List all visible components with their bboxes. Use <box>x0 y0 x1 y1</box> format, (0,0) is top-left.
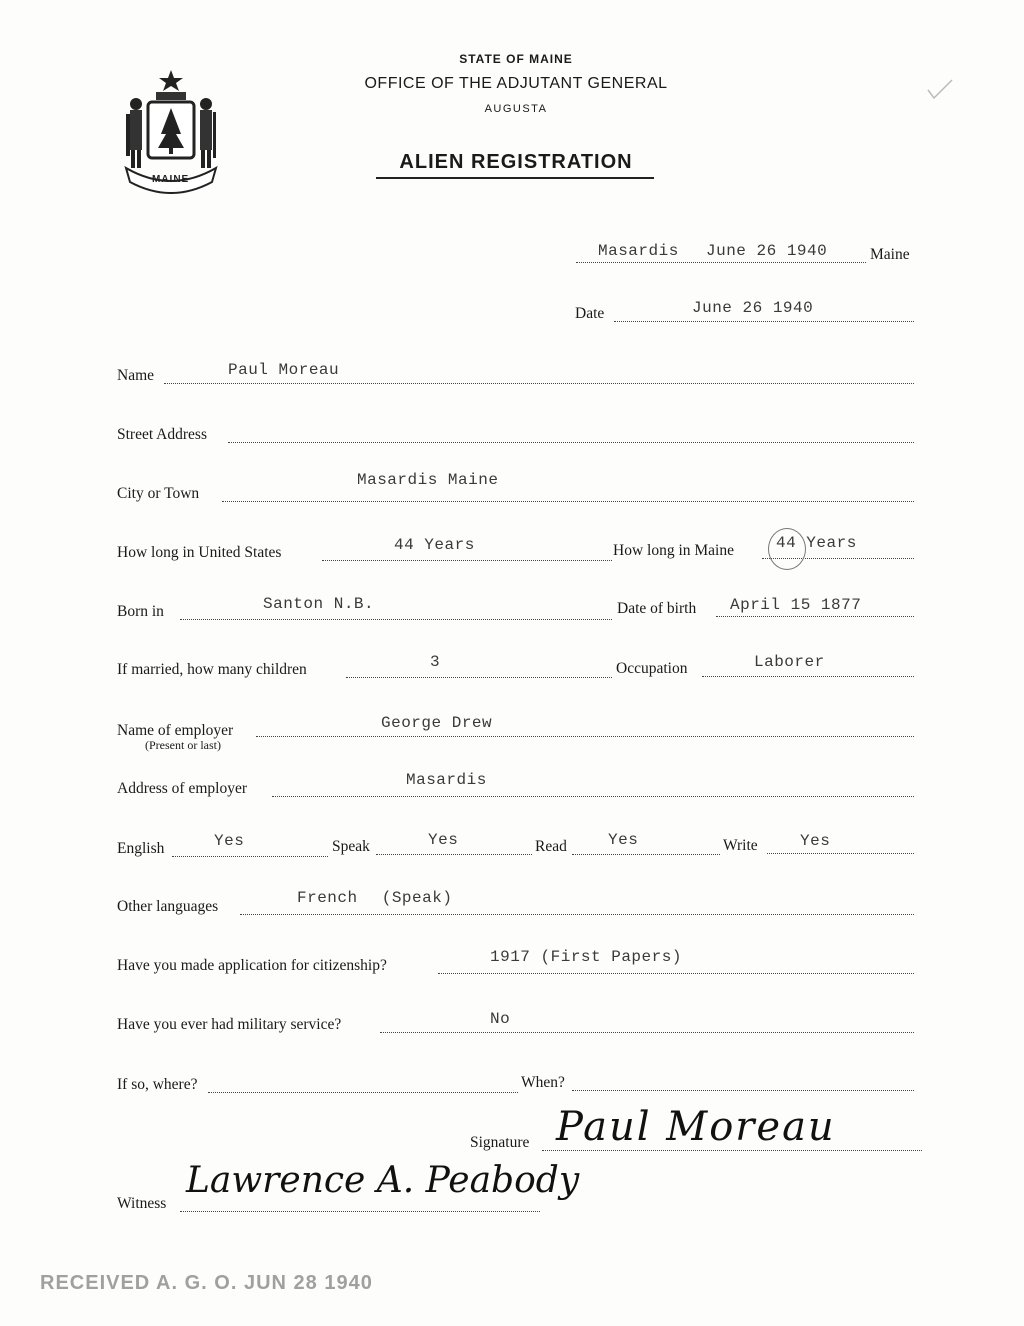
other-languages-label: Other languages <box>117 898 219 915</box>
name-value[interactable]: Paul Moreau <box>228 361 340 379</box>
maine-state-seal-icon <box>116 64 226 194</box>
signature-value[interactable]: Paul Moreau <box>556 1104 836 1150</box>
us-years-label: How long in United States <box>117 544 282 561</box>
dob-line <box>716 616 914 617</box>
place-town: Masardis <box>598 242 679 260</box>
children-line <box>346 677 612 678</box>
where-line <box>208 1092 518 1093</box>
other-languages-value[interactable]: French (Speak) <box>297 889 453 907</box>
born-label: Born in <box>117 603 164 620</box>
english-line <box>172 856 328 857</box>
header-state: STATE OF MAINE <box>459 52 573 66</box>
name-label: Name <box>117 367 155 384</box>
when-line <box>572 1090 914 1091</box>
military-value[interactable]: No <box>490 1010 511 1028</box>
dob-label: Date of birth <box>617 600 697 617</box>
date-line <box>614 321 914 322</box>
signature-label: Signature <box>470 1134 530 1151</box>
place-line <box>576 262 866 263</box>
header-city: AUGUSTA <box>484 103 548 115</box>
street-label: Street Address <box>117 426 207 443</box>
born-value[interactable]: Santon N.B. <box>263 595 375 613</box>
when-label: When? <box>521 1074 565 1091</box>
form-title: ALIEN REGISTRATION <box>399 151 633 173</box>
citizenship-label: Have you made application for citizenship? <box>117 957 387 974</box>
write-value[interactable]: Yes <box>800 832 831 850</box>
children-value[interactable]: 3 <box>430 653 441 671</box>
employer-address-value[interactable]: Masardis <box>406 771 487 789</box>
occupation-value[interactable]: Laborer <box>754 653 825 671</box>
children-label: If married, how many children <box>117 661 307 678</box>
place-state: Maine <box>870 246 910 263</box>
where-label: If so, where? <box>117 1076 198 1093</box>
seal-text: MAINE <box>152 174 190 185</box>
born-line <box>180 619 612 620</box>
header-office: OFFICE OF THE ADJUTANT GENERAL <box>364 75 668 92</box>
english-label: English <box>117 840 165 857</box>
employer-address-label: Address of employer <box>117 780 247 797</box>
date-label: Date <box>575 305 605 322</box>
write-label: Write <box>723 837 758 854</box>
witness-label: Witness <box>117 1195 167 1212</box>
dob-value[interactable]: April 15 1877 <box>730 596 862 614</box>
city-line <box>222 501 914 502</box>
employer-sublabel: (Present or last) <box>145 738 221 752</box>
speak-value[interactable]: Yes <box>428 831 459 849</box>
witness-line <box>180 1211 540 1212</box>
us-years-value[interactable]: 44 Years <box>394 536 475 554</box>
military-label: Have you ever had military service? <box>117 1016 342 1033</box>
maine-years-label: How long in Maine <box>613 542 734 559</box>
street-line <box>228 442 914 443</box>
place-date: June 26 1940 <box>706 242 828 260</box>
read-line <box>572 854 720 855</box>
witness-value[interactable]: Lawrence A. Peabody <box>186 1160 580 1201</box>
other-languages-line <box>240 914 914 915</box>
speak-line <box>376 854 532 855</box>
city-value[interactable]: Masardis Maine <box>357 471 499 489</box>
english-value[interactable]: Yes <box>214 832 245 850</box>
speak-label: Speak <box>332 838 370 855</box>
employer-line <box>256 736 914 737</box>
employer-value[interactable]: George Drew <box>381 714 493 732</box>
employer-address-line <box>272 796 914 797</box>
citizenship-value[interactable]: 1917 (First Papers) <box>490 948 682 966</box>
city-label: City or Town <box>117 485 200 502</box>
occupation-line <box>702 676 914 677</box>
military-line <box>380 1032 914 1033</box>
name-line <box>164 383 914 384</box>
write-line <box>767 853 914 854</box>
read-value[interactable]: Yes <box>608 831 639 849</box>
signature-line <box>542 1150 922 1151</box>
read-label: Read <box>535 838 567 855</box>
checkmark-icon <box>926 78 954 100</box>
title-underline <box>376 177 654 179</box>
maine-years-value[interactable]: 44 Years <box>776 534 857 552</box>
received-stamp: RECEIVED A. G. O. JUN 28 1940 <box>40 1272 373 1294</box>
us-years-line <box>322 560 612 561</box>
date-value: June 26 1940 <box>692 299 814 317</box>
citizenship-line <box>438 973 914 974</box>
employer-label: Name of employer <box>117 722 234 739</box>
occupation-label: Occupation <box>616 660 688 677</box>
